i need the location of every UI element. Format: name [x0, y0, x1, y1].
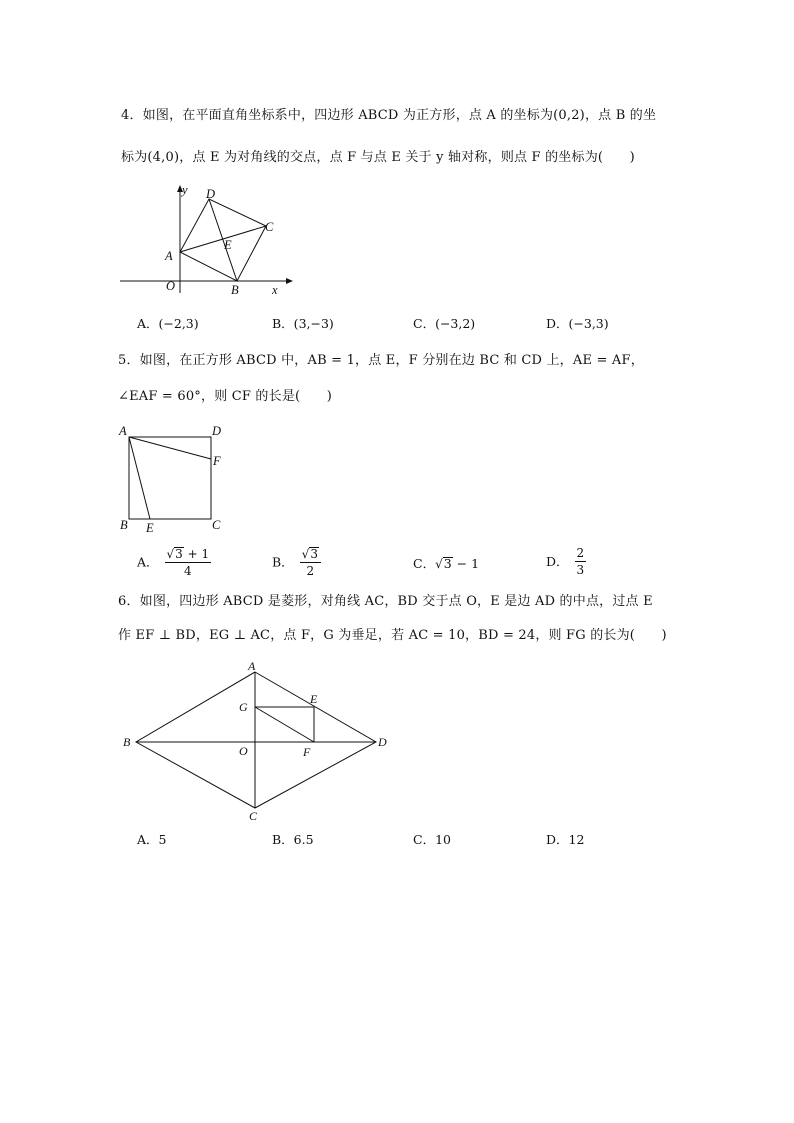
q4-label-y: y — [182, 183, 188, 197]
q5-option-b-prefix: B． — [272, 554, 294, 570]
q5-option-d-denominator: 3 — [576, 563, 585, 577]
q5-text-line2: ∠EAF = 60°，则 CF 的长是( ) — [118, 389, 332, 404]
q6-option-a[interactable]: A．5 — [137, 832, 167, 847]
q4-option-a[interactable]: A．(−2,3) — [137, 316, 199, 331]
q4-option-c[interactable]: C．(−3,2) — [413, 316, 476, 331]
q4-text-line1: 4．如图，在平面直角坐标系中，四边形 ABCD 为正方形，点 A 的坐标为(0,2)，点 B 的坐 — [121, 108, 657, 123]
q6-option-b[interactable]: B．6.5 — [272, 832, 314, 847]
q4-text-line2: 标为(4,0)，点 E 为对角线的交点，点 F 与点 E 关于 y 轴对称，则点 F 的坐标为( ) — [121, 150, 635, 165]
q5-option-d-numerator: 2 — [576, 546, 585, 560]
q4-label-b: B — [231, 283, 239, 297]
q4-label-c: C — [265, 220, 274, 234]
q5-label-c: C — [212, 518, 221, 532]
q5-option-a-denominator: 4 — [184, 564, 192, 578]
q4-label-e: E — [224, 238, 232, 252]
q5-label-e: E — [146, 521, 154, 535]
q6-option-c[interactable]: C．10 — [413, 832, 451, 847]
q5-option-b-numerator: √3 — [300, 547, 321, 563]
q5-option-d-prefix: D． — [546, 554, 569, 569]
q6-label-f: F — [303, 745, 311, 759]
q6-label-g: G — [239, 700, 248, 714]
q5-label-d: D — [212, 424, 222, 438]
q5-label-b: B — [120, 518, 128, 532]
q4-label-a: A — [165, 249, 173, 263]
q6-label-o: O — [239, 744, 248, 758]
q5-option-c-prefix: C． — [413, 556, 436, 571]
q5-label-a: A — [119, 424, 127, 438]
segment-fg — [255, 707, 314, 742]
q5-option-c-radicand: 3 — [443, 556, 452, 571]
q4-label-d: D — [206, 187, 216, 201]
q4-option-d[interactable]: D．(−3,3) — [546, 316, 609, 331]
q5-option-c-rest: − 1 — [452, 556, 480, 571]
q4-option-b[interactable]: B．(3,−3) — [272, 316, 334, 331]
q6-label-e: E — [310, 692, 318, 706]
q5-option-c[interactable]: C．√3 − 1 — [413, 556, 480, 571]
q5-text-line1: 5．如图，在正方形 ABCD 中，AB = 1，点 E，F 分别在边 BC 和 CD 上，AE = AF， — [118, 353, 644, 368]
q6-label-b: B — [123, 735, 131, 749]
q5-label-f: F — [213, 454, 221, 468]
q5-option-b-radicand: 3 — [310, 547, 318, 561]
q6-text-line1: 6．如图，四边形 ABCD 是菱形，对角线 AC，BD 交于点 O，E 是边 AD 的中点，过点 E — [118, 594, 653, 609]
q6-option-d[interactable]: D．12 — [546, 832, 585, 847]
q6-label-a: A — [248, 659, 256, 673]
q6-text-line2: 作 EF ⊥ BD，EG ⊥ AC，点 F，G 为垂足，若 AC = 10，BD = 24，则 FG 的长为( ) — [118, 628, 667, 643]
q4-label-x: x — [272, 283, 278, 297]
q5-option-a-numerator: √3 + 1 — [166, 547, 210, 561]
q5-option-a-prefix: A． — [137, 554, 159, 570]
q5-option-a-radicand: 3 — [175, 547, 183, 561]
q4-label-o: O — [166, 279, 176, 293]
q5-option-a-num-rest: + 1 — [183, 547, 210, 561]
q6-label-c: C — [249, 809, 258, 823]
q6-label-d: D — [378, 735, 387, 749]
rhombus-abcd — [136, 672, 376, 808]
q5-option-b-denominator: 2 — [306, 564, 315, 578]
